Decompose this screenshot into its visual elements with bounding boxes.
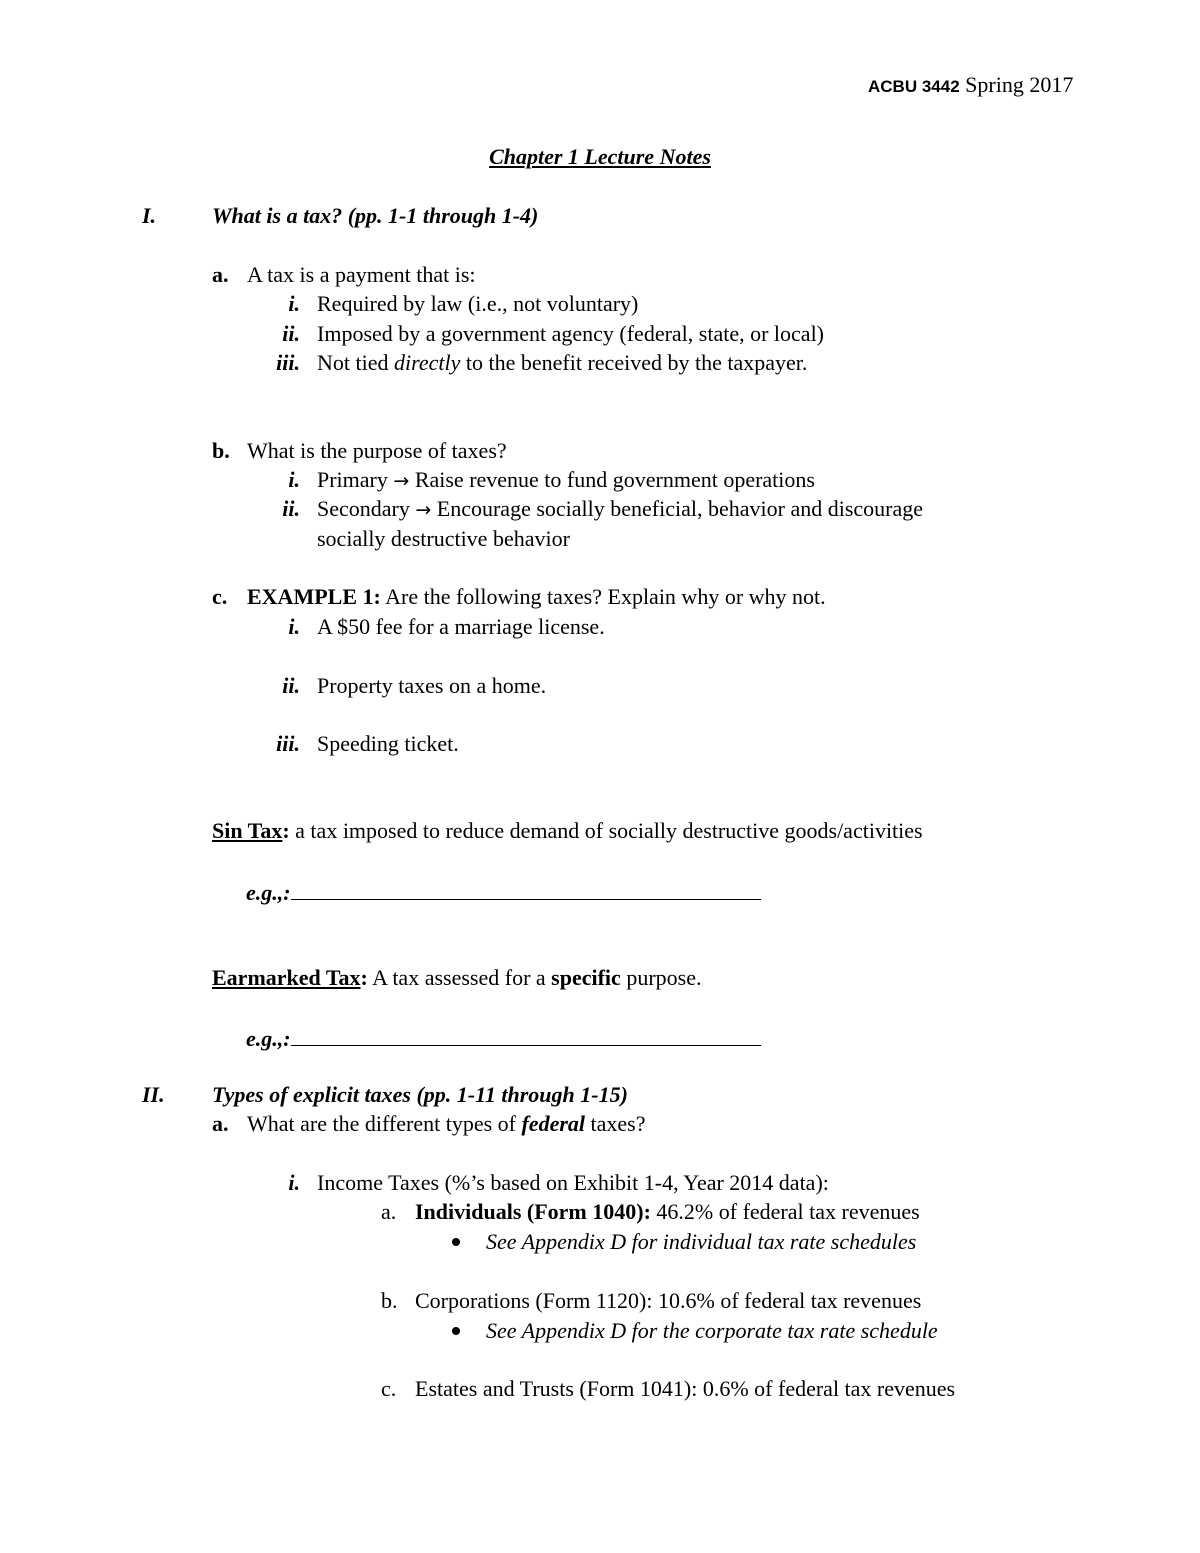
item-1c-i-text: A $50 fee for a marriage license. <box>317 614 605 639</box>
item-1a-marker: a. <box>212 262 229 287</box>
item-1a-text: A tax is a payment that is: <box>247 262 476 287</box>
course-term: Spring 2017 <box>965 72 1074 97</box>
income-b-text: Corporations (Form 1120): 10.6% of federal tax revenues <box>415 1288 922 1313</box>
earmarked-tax-definition: Earmarked Tax: A tax assessed for a specific purpose. <box>212 965 702 990</box>
arrow-right-icon: → <box>393 470 410 492</box>
income-a-text: Individuals (Form 1040): 46.2% of federal tax revenues <box>415 1199 920 1224</box>
sin-tax-definition: Sin Tax: a tax imposed to reduce demand of socially destructive goods/activities <box>212 818 923 843</box>
sin-tax-term: Sin Tax <box>212 818 283 843</box>
arrow-right-icon: → <box>415 499 432 521</box>
page-title: Chapter 1 Lecture Notes <box>489 144 711 169</box>
course-header <box>868 71 1073 101</box>
item-1c-ii-marker: ii. <box>282 673 300 698</box>
income-c-text: Estates and Trusts (Form 1041): 0.6% of federal tax revenues <box>415 1376 956 1401</box>
item-1b-i-text: Primary → Raise revenue to fund government operations <box>317 467 815 492</box>
section-2-numeral: II. <box>142 1082 165 1107</box>
item-1b-ii-marker: ii. <box>282 496 300 521</box>
income-a-marker: a. <box>381 1199 397 1224</box>
item-1c-marker: c. <box>212 584 228 609</box>
item-1a-i-text: Required by law (i.e., not voluntary) <box>317 291 639 316</box>
answer-blank[interactable] <box>291 1027 761 1046</box>
item-1c-ii-text: Property taxes on a home. <box>317 673 547 698</box>
section-1-numeral: I. <box>142 203 157 228</box>
item-2a-i-marker: i. <box>288 1170 300 1195</box>
item-2a-i-text: Income Taxes (%’s based on Exhibit 1-4, Year 2014 data): <box>317 1170 829 1195</box>
earmarked-tax-term: Earmarked Tax <box>212 965 361 990</box>
item-1c-text: EXAMPLE 1: Are the following taxes? Explain why or why not. <box>247 584 826 609</box>
item-1c-iii-text: Speeding ticket. <box>317 731 459 756</box>
bullet-icon <box>452 1327 460 1335</box>
income-b-note: See Appendix D for the corporate tax rate schedule <box>486 1318 938 1343</box>
item-1a-iii-marker: iii. <box>276 350 300 375</box>
item-1b-ii-text: Secondary → Encourage socially beneficial, behavior and discourage <box>317 496 924 521</box>
item-1c-i-marker: i. <box>288 614 300 639</box>
bullet-icon <box>452 1238 460 1246</box>
course-code: ACBU 3442 <box>868 77 960 96</box>
item-1c-iii-marker: iii. <box>276 731 300 756</box>
item-1a-ii-marker: ii. <box>282 321 300 346</box>
earmarked-tax-example: e.g.,: <box>246 1025 761 1053</box>
item-2a-marker: a. <box>212 1111 229 1136</box>
item-1b-text: What is the purpose of taxes? <box>247 438 507 463</box>
item-1a-iii-text: Not tied directly to the benefit received by the taxpayer. <box>317 350 808 375</box>
sin-tax-example: e.g.,: <box>246 879 761 907</box>
answer-blank[interactable] <box>291 881 761 900</box>
section-2-heading: Types of explicit taxes (pp. 1-11 through 1-15) <box>212 1082 628 1107</box>
item-1a-i-marker: i. <box>288 291 300 316</box>
income-b-marker: b. <box>381 1288 398 1313</box>
example-label: EXAMPLE 1: <box>247 584 381 609</box>
item-1b-ii-text-cont: socially destructive behavior <box>317 526 570 551</box>
item-2a-text: What are the different types of federal taxes? <box>247 1111 646 1136</box>
item-1b-i-marker: i. <box>288 467 300 492</box>
section-1-heading: What is a tax? (pp. 1-1 through 1-4) <box>212 203 539 228</box>
income-a-note: See Appendix D for individual tax rate schedules <box>486 1229 917 1254</box>
item-1b-marker: b. <box>212 438 230 463</box>
income-c-marker: c. <box>381 1376 397 1401</box>
item-1a-ii-text: Imposed by a government agency (federal, state, or local) <box>317 321 825 346</box>
